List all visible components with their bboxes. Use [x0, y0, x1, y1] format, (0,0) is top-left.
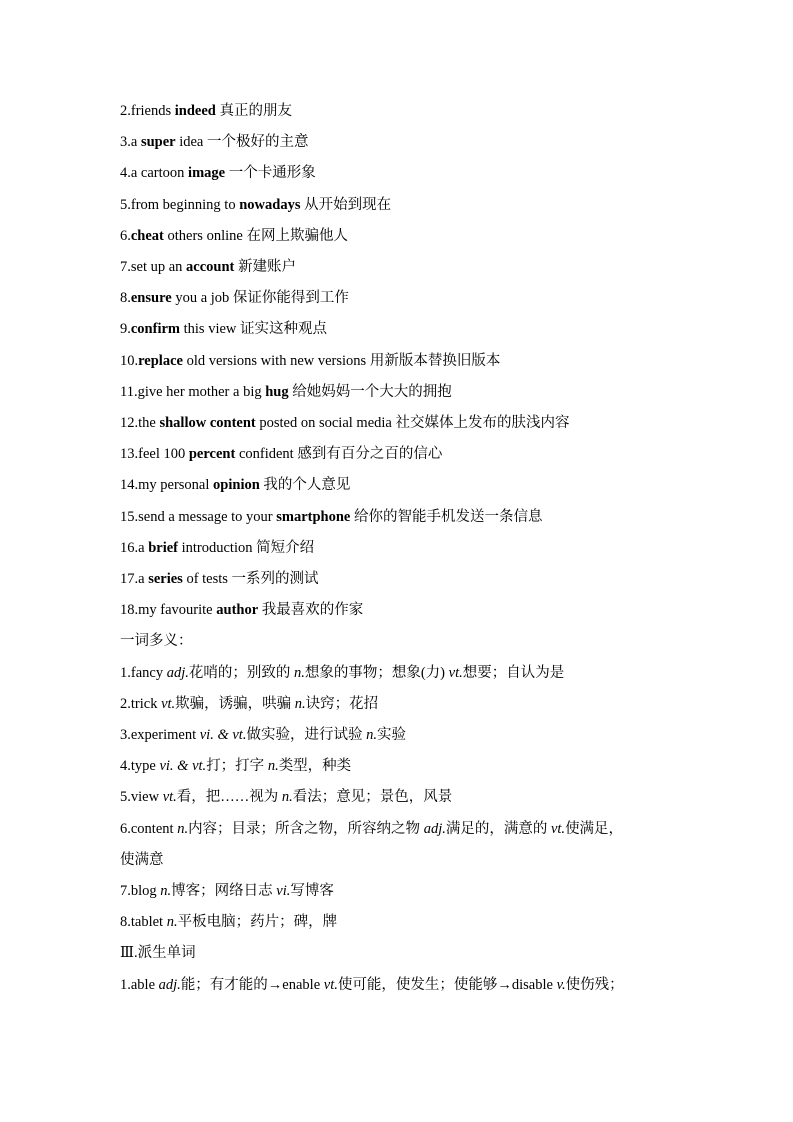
vocab-keyword: smartphone — [276, 508, 351, 525]
part-of-speech-label: n. — [166, 914, 178, 931]
definition-text: 使伤残； — [565, 976, 624, 993]
definition-text: 8.tablet — [120, 914, 167, 931]
vocab-phrase-translation: 给你的智能手机发送一条信息 — [350, 508, 543, 525]
vocab-phrase-pre: 5.from beginning to — [120, 196, 240, 213]
definition-text: 7.blog — [120, 883, 161, 900]
vocab-phrase-item — [120, 470, 680, 501]
polysemy-item-fancy — [120, 658, 680, 689]
definition-text: 满足的，满意的 — [445, 820, 551, 837]
vocab-phrase-item — [120, 564, 680, 595]
vocab-phrase-item — [120, 408, 680, 439]
vocab-phrase-pre: 10. — [120, 352, 139, 369]
definition-text: 1.fancy — [120, 664, 167, 681]
definition-text: 类型，种类 — [278, 758, 352, 775]
derived-item-able — [120, 970, 680, 1001]
vocab-keyword: shallow content — [159, 415, 256, 432]
vocab-phrase-item — [120, 502, 680, 533]
vocab-keyword: super — [140, 134, 176, 151]
vocab-phrase-translation: you a job 保证你能得到工作 — [171, 290, 349, 307]
vocab-phrase-item — [120, 252, 680, 283]
vocab-phrase-item — [120, 314, 680, 345]
definition-text: 4.type — [120, 758, 160, 775]
definition-text: 看，把……视为 — [176, 789, 282, 806]
polysemy-item-type — [120, 751, 680, 782]
polysemy-item-experiment — [120, 720, 680, 751]
part-of-speech-label: n. — [293, 664, 305, 681]
vocab-phrase-item — [120, 127, 680, 158]
part-of-speech-label: n. — [281, 789, 293, 806]
definition-text: 使满意 — [120, 851, 164, 868]
vocab-keyword: author — [216, 602, 259, 619]
part-of-speech-label: n. — [366, 727, 377, 744]
vocab-phrase-pre: 3.a — [120, 134, 141, 151]
definition-text: 诀窍；花招 — [305, 695, 379, 712]
definition-text: 实验 — [376, 727, 406, 744]
part-of-speech-label: vt. — [162, 789, 177, 806]
polysemy-item-view — [120, 782, 680, 813]
vocab-phrase-pre: 12.the — [120, 415, 160, 432]
polysemy-item-tablet — [120, 907, 680, 938]
vocab-phrase-translation: old versions with new versions 用新版本替换旧版本 — [182, 352, 501, 369]
vocab-phrase-pre: 8. — [120, 290, 131, 307]
vocab-phrase-pre: 14.my personal — [120, 477, 214, 494]
definition-text: 看法；意见；景色，风景 — [292, 789, 453, 806]
vocab-phrase-pre: 7.set up an — [120, 259, 187, 276]
vocab-phrase-item — [120, 283, 680, 314]
definition-text: 写博客 — [290, 883, 334, 900]
vocab-phrase-translation: 我的个人意见 — [259, 477, 351, 494]
vocab-phrase-translation: 我最喜欢的作家 — [258, 602, 364, 619]
polysemy-item-content-continued — [120, 845, 680, 876]
part-of-speech-label: n. — [160, 883, 172, 900]
vocab-phrase-item — [120, 595, 680, 626]
part-of-speech-label: vi. — [276, 883, 291, 900]
vocab-phrase-translation: of tests 一系列的测试 — [182, 571, 319, 588]
definition-text: 能；有才能的→enable — [180, 976, 324, 993]
part-of-speech-label: n. — [267, 758, 279, 775]
vocab-phrase-pre: 15.send a message to your — [120, 508, 277, 525]
vocab-keyword: hug — [265, 383, 289, 400]
vocab-phrase-item — [120, 377, 680, 408]
polysemy-item-content — [120, 814, 680, 845]
vocab-keyword: series — [148, 571, 183, 588]
definition-text: 想象的事物；想象(力) — [304, 664, 449, 681]
vocab-keyword: image — [188, 165, 226, 182]
part-of-speech-label: vt. — [323, 976, 338, 993]
definition-text: 5.view — [120, 789, 163, 806]
part-of-speech-label: vt. — [550, 820, 566, 837]
vocab-phrase-translation: posted on social media 社交媒体上发布的肤浅内容 — [255, 415, 570, 432]
vocab-phrase-translation: introduction 简短介绍 — [177, 539, 315, 556]
vocab-phrase-translation: others online 在网上欺骗他人 — [163, 227, 348, 244]
vocab-phrase-translation: 新建账户 — [234, 259, 297, 276]
definition-text: 2.trick — [120, 695, 162, 712]
vocab-phrase-list — [120, 96, 680, 626]
vocab-phrase-pre: 6. — [120, 227, 131, 244]
part-of-speech-label: adj. — [166, 664, 189, 681]
document-content — [120, 96, 680, 1001]
definition-text: 做实验，进行试验 — [246, 727, 367, 744]
definition-text: 1.able — [120, 976, 159, 993]
vocab-keyword: opinion — [213, 477, 260, 494]
vocab-phrase-item — [120, 533, 680, 564]
vocab-phrase-item — [120, 346, 680, 377]
part-of-speech-label: adj. — [423, 820, 446, 837]
part-of-speech-label: vi. & vt. — [199, 727, 247, 744]
vocab-phrase-item — [120, 439, 680, 470]
vocab-phrase-pre: 18.my favourite — [120, 602, 217, 619]
vocab-phrase-item — [120, 190, 680, 221]
vocab-phrase-pre: 16.a — [120, 539, 149, 556]
definition-text: 平板电脑；药片；碑，牌 — [177, 914, 338, 931]
vocab-phrase-translation: this view 证实这种观点 — [180, 321, 328, 338]
vocab-keyword: account — [186, 259, 235, 276]
vocab-phrase-translation: idea 一个极好的主意 — [175, 134, 309, 151]
vocab-keyword: cheat — [130, 227, 164, 244]
part-of-speech-label: vt. — [448, 664, 463, 681]
part-of-speech-label: n. — [177, 820, 189, 837]
derived-heading: Ⅲ.派生单词 — [120, 945, 196, 962]
vocab-keyword: percent — [188, 446, 236, 463]
polysemy-item-blog — [120, 876, 680, 907]
vocab-phrase-translation: confident 感到有百分之百的信心 — [235, 446, 443, 463]
part-of-speech-label: vi. & vt. — [159, 758, 207, 775]
vocab-phrase-translation: 真正的朋友 — [215, 103, 292, 119]
vocab-phrase-pre: 13.feel 100 — [120, 446, 189, 463]
vocab-keyword: brief — [148, 539, 178, 556]
part-of-speech-label: vt. — [161, 695, 176, 712]
part-of-speech-label: v. — [556, 976, 566, 993]
part-of-speech-label: adj. — [158, 976, 181, 993]
vocab-keyword: replace — [138, 352, 183, 369]
vocab-keyword: indeed — [174, 103, 216, 119]
vocab-phrase-pre: 2.friends — [120, 103, 175, 119]
vocab-keyword: ensure — [130, 290, 172, 307]
definition-text: 想要；自认为是 — [462, 664, 565, 681]
vocab-phrase-pre: 17.a — [120, 571, 149, 588]
definition-text: 3.experiment — [120, 727, 200, 744]
definition-text: 博客；网络日志 — [171, 883, 277, 900]
vocab-keyword: confirm — [130, 321, 180, 338]
definition-text: 使满足， — [565, 820, 624, 837]
definition-text: 6.content — [120, 820, 178, 837]
part-of-speech-label: n. — [294, 695, 306, 712]
vocab-phrase-item — [120, 221, 680, 252]
vocab-phrase-translation: 给她妈妈一个大大的拥抱 — [288, 383, 452, 400]
vocab-keyword: nowadays — [239, 196, 301, 213]
definition-text: 欺骗，诱骗，哄骗 — [175, 695, 295, 712]
vocab-phrase-item — [120, 158, 680, 189]
vocab-phrase-pre: 9. — [120, 321, 131, 338]
definition-text: 花哨的；别致的 — [188, 664, 294, 681]
vocab-phrase-item — [120, 96, 680, 127]
vocab-phrase-translation: 从开始到现在 — [300, 196, 392, 213]
vocab-phrase-pre: 11.give her mother a big — [120, 383, 266, 400]
definition-text: 打；打字 — [206, 758, 268, 775]
definition-text: 使可能，使发生；使能够→disable — [337, 976, 557, 993]
polysemy-heading: 一词多义： — [120, 633, 193, 650]
definition-text: 内容；目录；所含之物，所容纳之物 — [188, 820, 424, 837]
vocab-phrase-pre: 4.a cartoon — [120, 165, 189, 182]
polysemy-item-trick — [120, 689, 680, 720]
vocab-phrase-translation: 一个卡通形象 — [225, 165, 316, 182]
